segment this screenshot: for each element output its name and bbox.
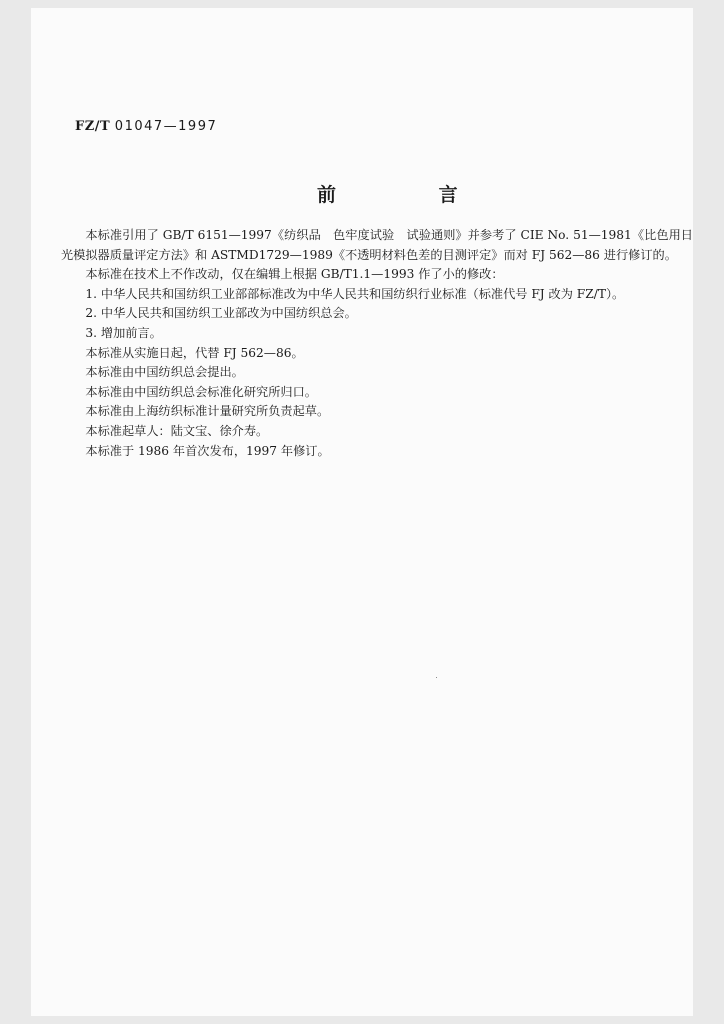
foreword-body (61, 226, 693, 461)
list-item: 3. 增加前言。 (85, 325, 162, 340)
paragraph: 本标准从实施日起，代替 FJ 562—86。 (85, 345, 304, 360)
paragraph: 本标准起草人：陆文宝、徐介寿。 (85, 423, 269, 438)
page-title: 前 言 (317, 184, 506, 206)
standard-code (75, 119, 217, 134)
paragraph: 本标准由中国纺织总会提出。 (85, 365, 244, 380)
scan-speck (436, 677, 437, 678)
list-item: 1. 中华人民共和国纺织工业部部标准改为中华人民共和国纺织行业标准（标准代号 FJ 改为 FZ/T）。 (85, 286, 625, 301)
paragraph: 本标准在技术上不作改动，仅在编辑上根据 GB/T1.1—1993 作了小的修改： (85, 267, 504, 282)
paragraph: 本标准引用了 GB/T 6151—1997《纺织品 色牢度试验 试验通则》并参考了 CIE No. 51—1981《比色用日光模拟器质量评定方法》和 ASTMD1729—1989《不透明材料色差的目测评定》而对 FJ 562—86 进行修订的。 (61, 228, 693, 262)
list-item: 2. 中华人民共和国纺织工业部改为中国纺织总会。 (85, 306, 357, 321)
document-page (31, 8, 693, 1016)
standard-number: 01047—1997 (114, 119, 218, 134)
paragraph: 本标准由上海纺织标准计量研究所负责起草。 (85, 404, 330, 419)
paragraph: 本标准由中国纺织总会标准化研究所归口。 (85, 384, 317, 399)
paragraph: 本标准于 1986 年首次发布，1997 年修订。 (85, 443, 330, 458)
standard-prefix: FZ/T (75, 119, 111, 134)
